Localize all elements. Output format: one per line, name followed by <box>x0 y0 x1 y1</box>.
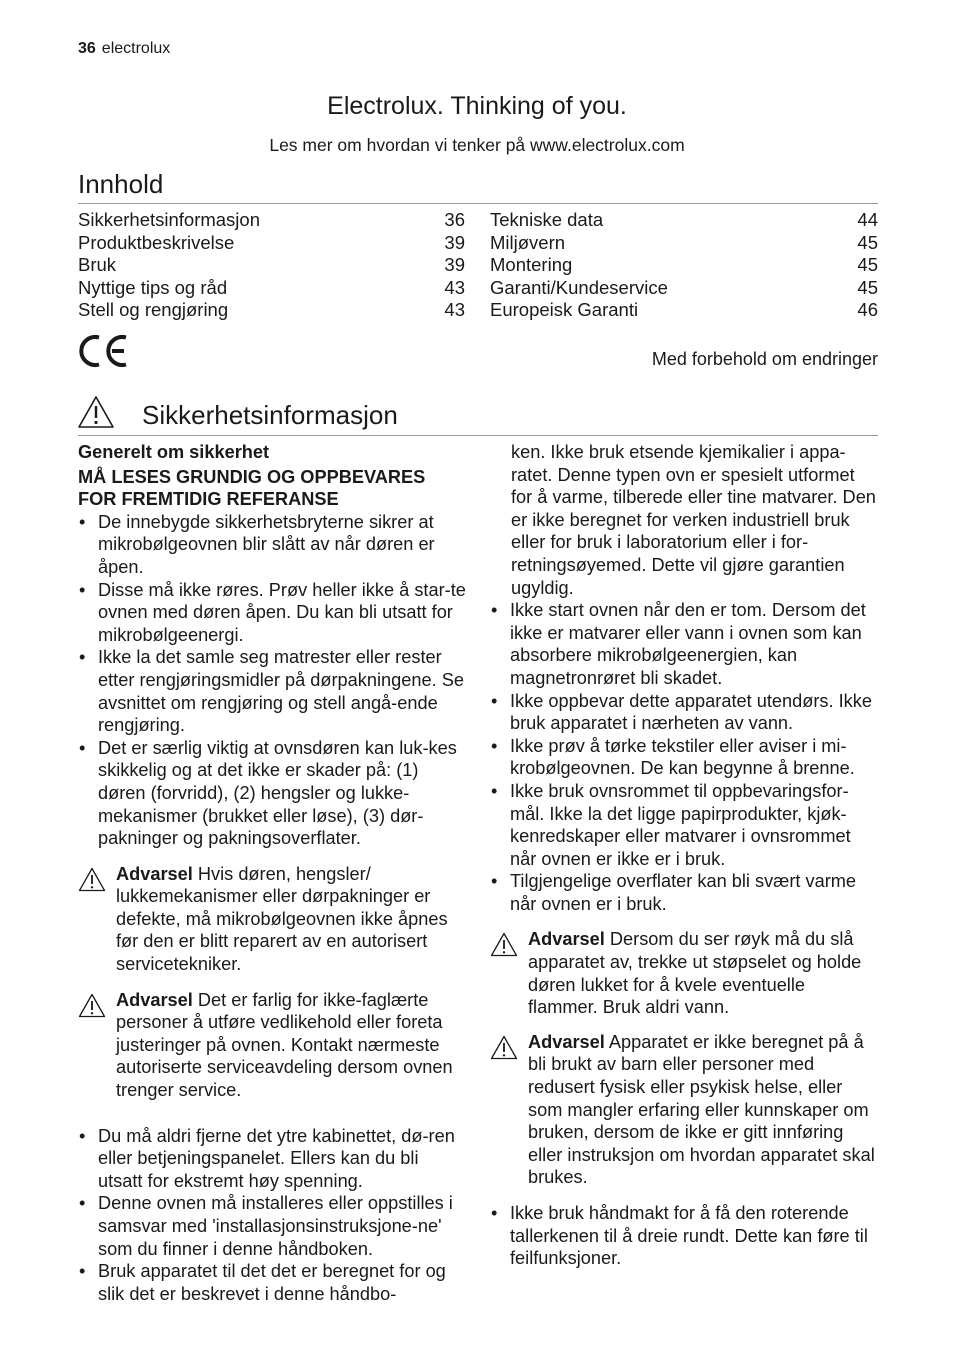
list-item: • Ikke prøv å tørke tekstiler eller aviser i mi-krobølgeovnen. De kan begynne å brenne. <box>490 735 878 780</box>
list-item: • Ikke bruk håndmakt for å få den roterende tallerkenen til å dreie rundt. Dette kan føre til feilfunksjoner. <box>490 1202 878 1270</box>
toc-divider <box>78 203 878 204</box>
warning-label: Advarsel <box>528 929 605 950</box>
toc-entry[interactable]: Europeisk Garanti 46 <box>490 299 878 321</box>
toc-entry[interactable]: Stell og rengjøring 43 <box>78 299 465 321</box>
toc-left-column <box>78 209 465 322</box>
list-item: • Ikke la det samle seg matrester eller rester etter rengjøringsmidler på dørpakningene. Se avsnittet om rengjøring og stell angå-ende rengjøring. <box>78 646 466 736</box>
list-item: • Ikke bruk ovnsrommet til oppbevaringsfor-mål. Ikke la det ligge papirprodukter, kjøk-kenredskaper eller matvarer i ovnsrommet når ovnen er ikke er i bruk. <box>490 780 878 870</box>
warning-triangle-icon <box>77 395 115 434</box>
toc-entry[interactable]: Montering 45 <box>490 254 878 276</box>
ce-mark-icon <box>78 333 130 374</box>
toc-entry[interactable]: Miljøvern 45 <box>490 231 878 253</box>
warning-icon <box>490 932 518 957</box>
right-text-column <box>490 441 878 1270</box>
subtitle: Les mer om hvordan vi tenker på www.electrolux.com <box>269 135 685 155</box>
toc-entry[interactable]: Nyttige tips og råd 43 <box>78 276 465 298</box>
warning-box <box>490 1031 878 1189</box>
list-item: • Denne ovnen må installeres eller oppstilles i samsvar med 'installasjonsinstruksjone-ne' som du finner i denne håndboken. <box>78 1192 466 1260</box>
list-item: • Ikke oppbevar dette apparatet utendørs. Ikke bruk apparatet i nærheten av vann. <box>490 690 878 735</box>
toc-entry[interactable]: Tekniske data 44 <box>490 209 878 230</box>
section-title: Sikkerhetsinformasjon <box>142 400 398 430</box>
warning-label: Advarsel <box>116 989 193 1010</box>
toc-right-column <box>490 209 878 322</box>
list-item: • Bruk apparatet til det det er beregnet for og slik det er beskrevet i denne håndbo- <box>78 1260 466 1305</box>
list-item: • Disse må ikke røres. Prøv heller ikke å star-te ovnen med døren åpen. Du kan bli utsatt for mikrobølgeenergi. <box>78 579 466 647</box>
must-read-heading: MÅ LESES GRUNDIG OG OPPBEVARES FOR FREMTIDIG REFERANSE <box>78 466 426 510</box>
warning-box <box>490 928 878 1018</box>
warning-icon <box>78 993 106 1018</box>
continued-paragraph: ken. Ikke bruk etsende kjemikalier i appa-ratet. Denne typen ovn er spesielt utformet for å varme, tilberede eller tine matvarer. Den er ikke beregnet for verken industriell bruk eller for bruk i laboratorium eller i for-retningsøyemed. Dette vil gjøre garantien ugyldig. <box>511 442 876 598</box>
warning-text: Det er farlig for ikke-faglærte personer å utføre vedlikehold eller foreta justeringer på ovnen. Kontakt nærmeste autoriserte serviceavdeling dersom ovnen trenger service. <box>116 989 453 1101</box>
toc-entry[interactable]: Produktbeskrivelse 39 <box>78 231 465 253</box>
tagline: Electrolux. Thinking of you. <box>327 92 627 120</box>
bullet-list <box>78 1125 466 1306</box>
warning-text: Apparatet er ikke beregnet på å bli brukt av barn eller personer med redusert fysisk eller psykisk helse, eller som mangler erfaring eller kunnskaper om bruken, dersom de ikke er gitt innføring eller instruksjon om hvordan apparatet skal brukes. <box>528 1031 875 1188</box>
warning-label: Advarsel <box>528 1031 605 1052</box>
subheading: Generelt om sikkerhet <box>78 442 270 462</box>
toc-entry[interactable]: Sikkerhetsinformasjon 36 <box>78 209 465 230</box>
page-header <box>78 40 170 58</box>
warning-icon <box>78 867 106 892</box>
list-item: • Ikke start ovnen når den er tom. Dersom det ikke er matvarer eller vann i ovnen som kan absorbere mikrobølgeenergien, kan magnetronrøret bli skadet. <box>490 599 878 689</box>
list-item: • De innebygde sikkerhetsbryterne sikrer at mikrobølgeovnen blir slått av når døren er åpen. <box>78 511 466 579</box>
bullet-list <box>490 599 878 915</box>
warning-text: Dersom du ser røyk må du slå apparatet av, trekke ut støpselet og holde døren lukket for å kvele eventuelle flammer. Bruk aldri vann. <box>528 929 862 1018</box>
change-notice: Med forbehold om endringer <box>651 349 878 369</box>
warning-icon <box>490 1035 518 1060</box>
list-item: • Du må aldri fjerne det ytre kabinettet, dø-ren eller betjeningspanelet. Ellers kan du bli utsatt for ekstremt høy spenning. <box>78 1125 466 1193</box>
warning-box <box>78 989 466 1102</box>
brand-name: electrolux <box>101 40 171 57</box>
left-text-column <box>78 441 466 1305</box>
toc-entry[interactable]: Garanti/Kundeservice 45 <box>490 276 878 298</box>
bullet-list <box>490 1202 878 1270</box>
page-number: 36 <box>78 40 96 57</box>
section-divider <box>78 435 878 436</box>
warning-label: Advarsel <box>116 863 193 884</box>
warning-box <box>78 863 466 976</box>
toc-title: Innhold <box>78 169 164 199</box>
warning-text: Hvis døren, hengsler/ lukkemekanismer eller dørpakninger er defekte, må mikrobølgeovnen ikke åpnes før den er blitt reparert av en autorisert servicetekniker. <box>116 863 448 975</box>
list-item: • Det er særlig viktig at ovnsdøren kan luk-kes skikkelig og at det ikke er skader på: (1) døren (forvridd), (2) hengsler og lukke-mekanismer (brukket eller løse), (3) dør-pakninger og pakningsoverflater. <box>78 737 466 850</box>
list-item: • Tilgjengelige overflater kan bli svært varme når ovnen er i bruk. <box>490 870 878 915</box>
toc-entry[interactable]: Bruk 39 <box>78 254 465 276</box>
bullet-list <box>78 511 466 850</box>
